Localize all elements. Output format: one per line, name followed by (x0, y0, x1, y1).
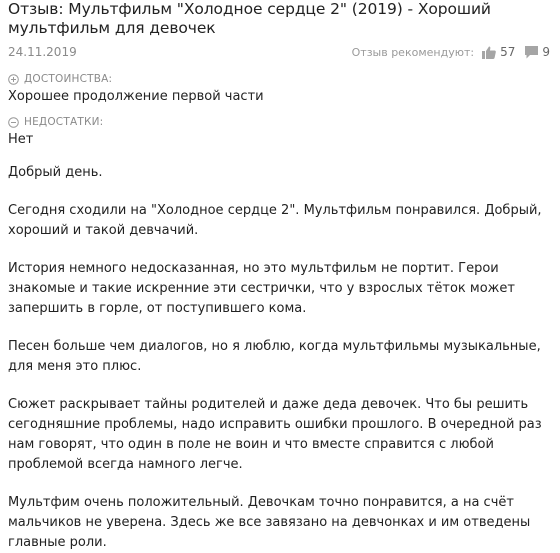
cons-header (8, 114, 550, 130)
pros-text: Хорошее продолжение первой части (8, 89, 264, 104)
review-date: 24.11.2019 (8, 45, 77, 59)
review-paragraph: Добрый день. (8, 165, 103, 180)
cons-text: Нет (8, 132, 34, 147)
review-paragraph: История немного недосказанная, но это мультфильм не портит. Герои знакомые и такие искренние эти сестрички, что у взрослых тёток может запершить в горле, от поступившего кома. (8, 261, 515, 316)
minus-circle-icon (8, 117, 19, 128)
recommend-block (352, 45, 550, 59)
review-title: Отзыв: Мультфильм "Холодное сердце 2" (2019) - Хороший мультфильм для девочек (8, 0, 491, 37)
recommend-label: Отзыв рекомендуют: (351, 45, 475, 59)
plus-circle-icon (8, 74, 19, 85)
cons-label: НЕДОСТАТКИ: (24, 116, 104, 128)
pros-header (8, 71, 550, 87)
review-paragraph: Песен больше чем диалогов, но я люблю, когда мультфильмы музыкальные, для меня это плюс. (8, 339, 541, 374)
review-meta (8, 41, 550, 63)
review-body (8, 163, 550, 553)
thumbs-up-icon[interactable] (482, 46, 496, 59)
likes-count: 57 (500, 45, 516, 59)
review-paragraph: Сюжет раскрывает тайны родителей и даже деда девочек. Что бы решить сегодняшние проблемы, надо исправить ошибки прошлого. В очередной раз нам говорят, что один в поле не воин и что вместе справится с любой проблемой всегда намного легче. (8, 397, 542, 472)
review-paragraph: Мультфим очень положительный. Девочкам точно понравится, а на счёт мальчиков не уверена. Здесь же все завязано на девчонках и им отведены главные роли. (8, 495, 531, 550)
pros-label: ДОСТОИНСТВА: (24, 73, 113, 85)
comments-count: 9 (542, 45, 550, 59)
review-paragraph: Сегодня сходили на "Холодное сердце 2". Мультфильм понравился. Добрый, хороший и такой девчачий. (8, 203, 542, 238)
comment-icon[interactable] (525, 46, 538, 59)
